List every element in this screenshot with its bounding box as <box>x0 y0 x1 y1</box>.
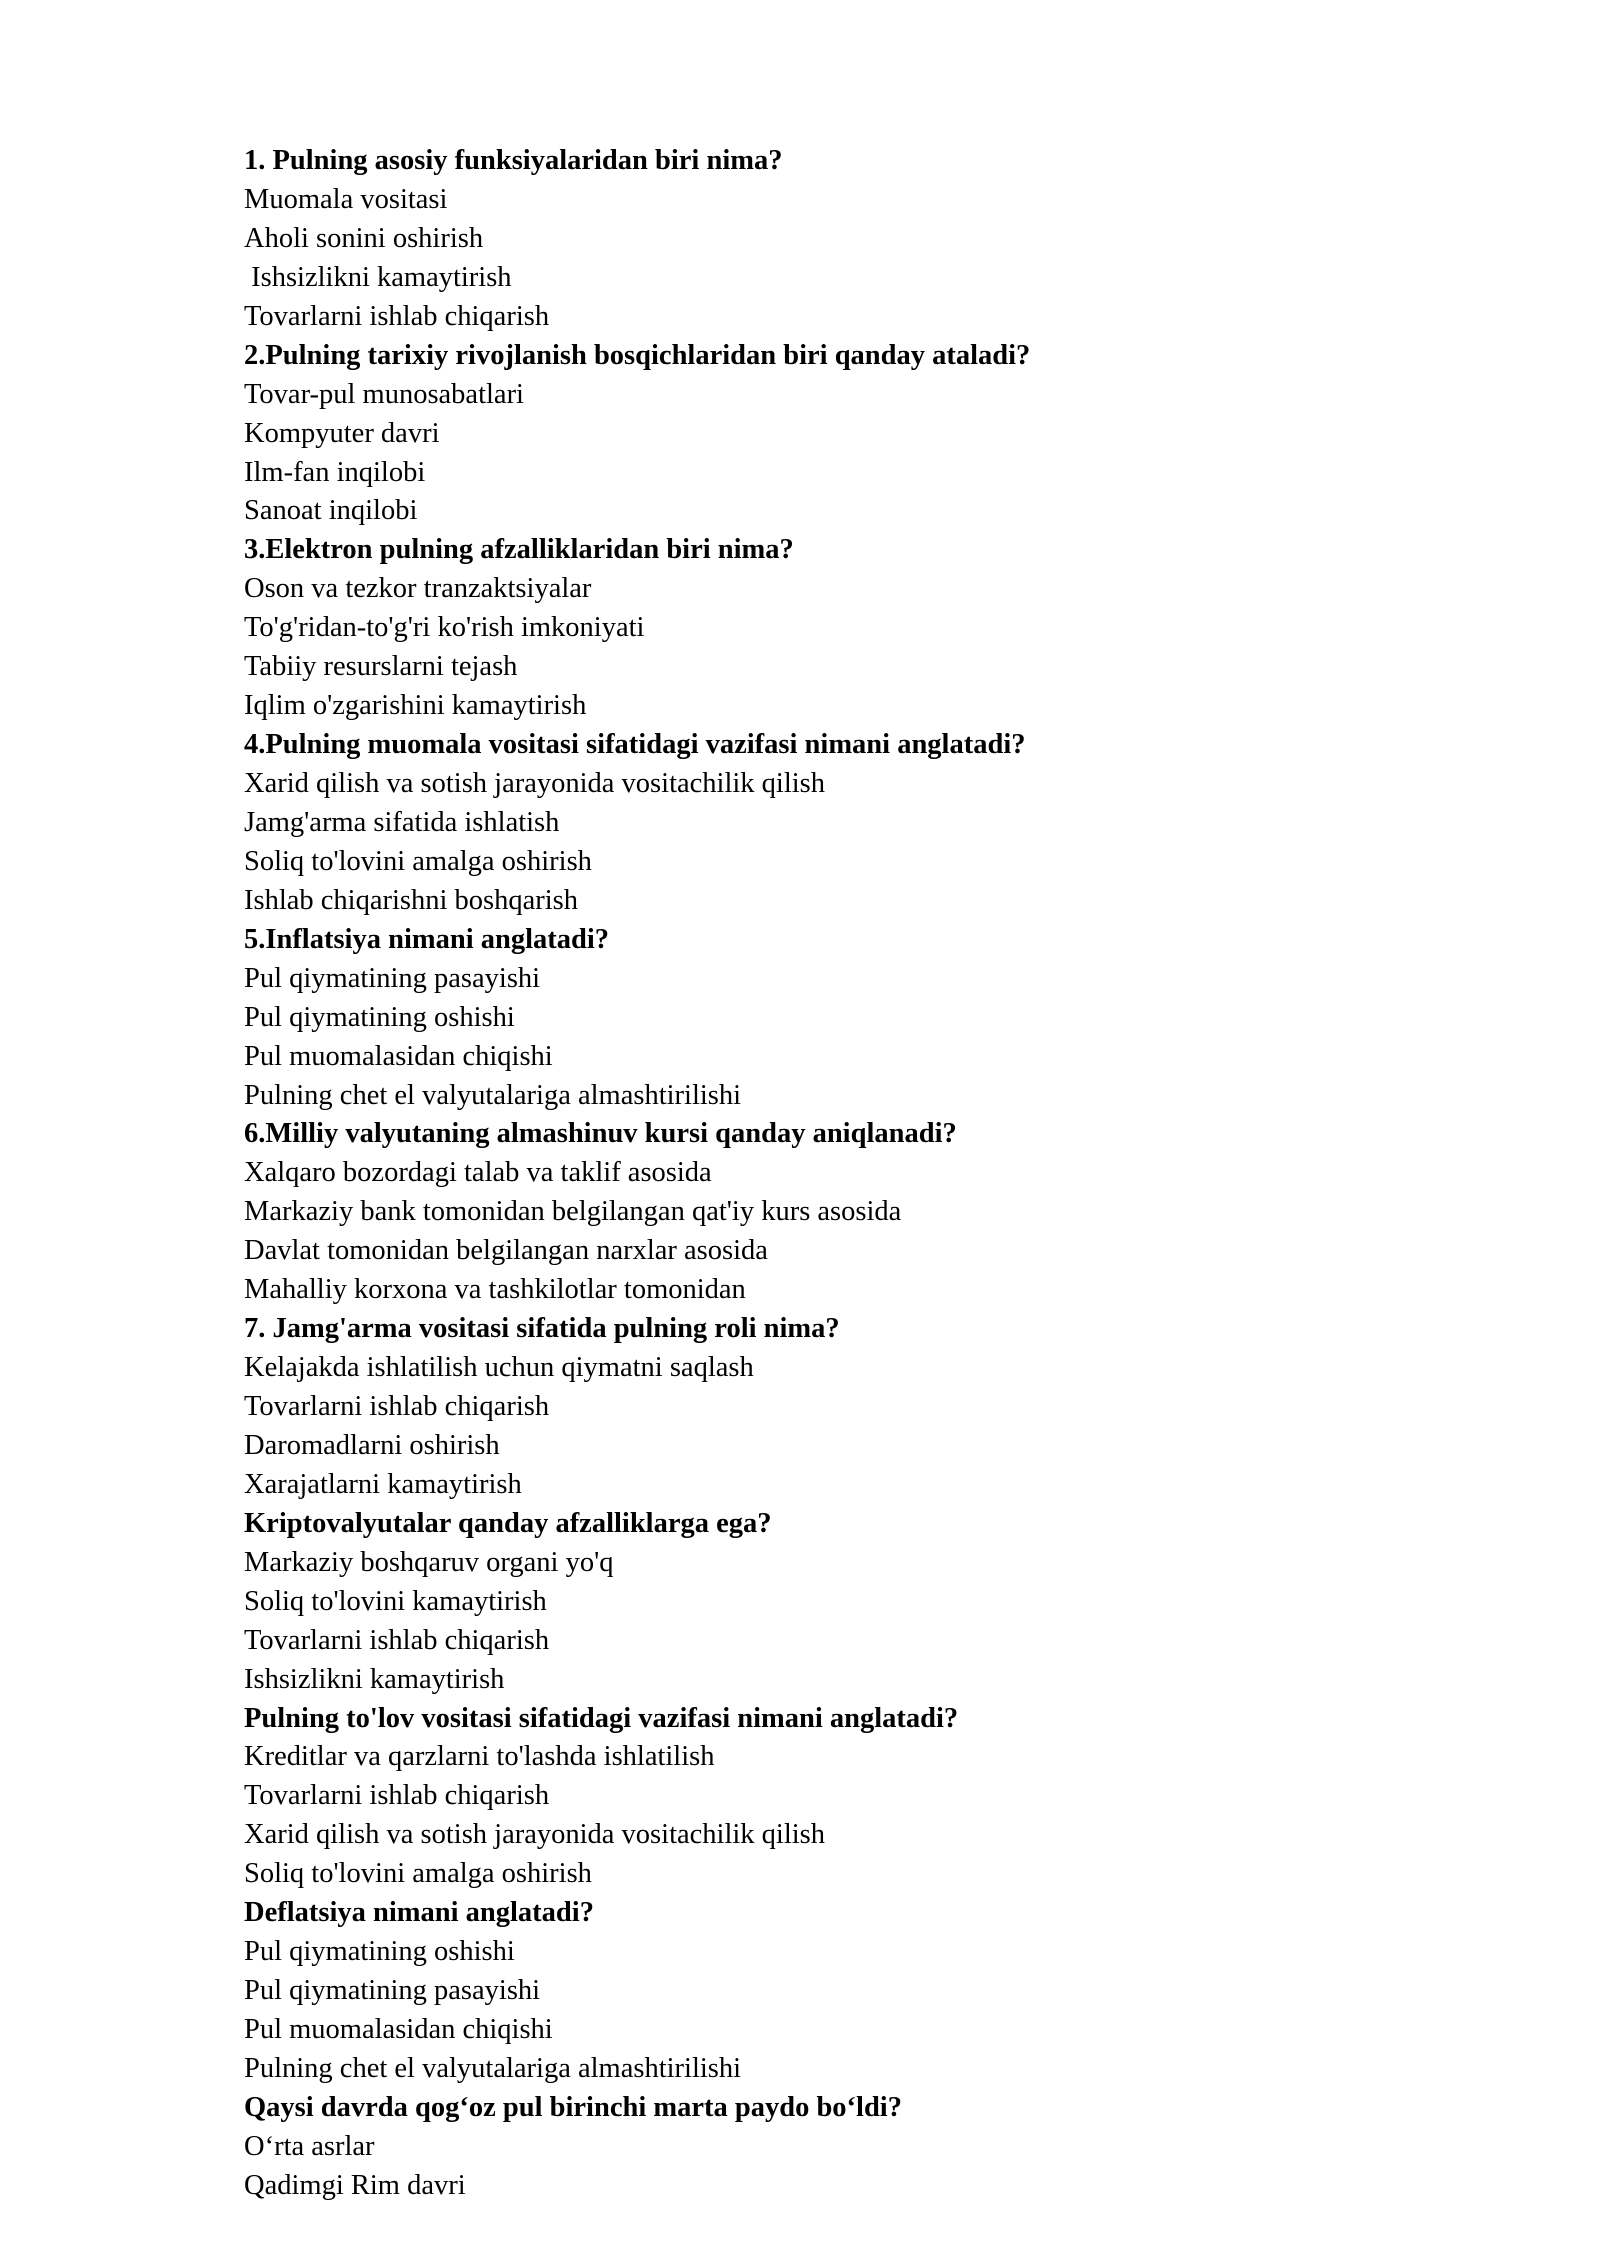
quiz-item <box>244 1894 1444 2089</box>
answer-option: Tabiiy resurslarni tejash <box>244 651 518 683</box>
answer-option: Soliq to'lovini amalga oshirish <box>244 845 592 877</box>
answer-option: Tovarlarni ishlab chiqarish <box>244 300 550 332</box>
quiz-item <box>244 337 1444 532</box>
answer-option: Soliq to'lovini kamaytirish <box>244 1585 547 1617</box>
answer-option: Kreditlar va qarzlarni to'lashda ishlatilish <box>244 1741 715 1773</box>
question-text: Qaysi davrda qog‘oz pul birinchi marta paydo bo‘ldi? <box>244 2091 902 2123</box>
answer-option: Xarid qilish va sotish jarayonida vositachilik qilish <box>244 1819 826 1851</box>
question-text: 5.Inflatsiya nimani anglatadi? <box>244 923 610 955</box>
quiz-item <box>244 726 1444 921</box>
question-text: 2.Pulning tarixiy rivojlanish bosqichlaridan biri qanday ataladi? <box>244 339 1031 371</box>
quiz-item <box>244 1505 1444 1700</box>
answer-option: Oson va tezkor tranzaktsiyalar <box>244 573 592 605</box>
answer-option: Pulning chet el valyutalariga almashtirilishi <box>244 2052 742 2084</box>
answer-option: Sanoat inqilobi <box>244 495 418 527</box>
quiz-item <box>244 1700 1444 1895</box>
answer-option: Kelajakda ishlatilish uchun qiymatni saqlash <box>244 1352 754 1384</box>
answer-option: Pul qiymatining oshishi <box>244 1001 515 1033</box>
answer-option: Pulning chet el valyutalariga almashtirilishi <box>244 1079 742 1111</box>
answer-option: Tovar-pul munosabatlari <box>244 378 524 410</box>
answer-option: Kompyuter davri <box>244 417 440 449</box>
answer-option: Mahalliy korxona va tashkilotlar tomonidan <box>244 1274 746 1306</box>
answer-option: Soliq to'lovini amalga oshirish <box>244 1858 592 1890</box>
answer-option: Pul qiymatining pasayishi <box>244 1975 541 2007</box>
answer-option: Markaziy boshqaruv organi yo'q <box>244 1546 614 1578</box>
answer-option: Iqlim o'zgarishini kamaytirish <box>244 690 587 722</box>
quiz-item <box>244 142 1444 337</box>
answer-option: Pul qiymatining oshishi <box>244 1936 515 1968</box>
quiz-item <box>244 1115 1444 1310</box>
answer-option: Qadimgi Rim davri <box>244 2169 466 2201</box>
answer-option: Pul muomalasidan chiqishi <box>244 2014 553 2045</box>
question-text: 1. Pulning asosiy funksiyalaridan biri nima? <box>244 145 783 176</box>
answer-option: Ishsizlikni kamaytirish <box>244 1663 505 1695</box>
answer-option: Ishsizlikni kamaytirish <box>244 261 512 293</box>
answer-option: Jamg'arma sifatida ishlatish <box>244 806 560 838</box>
answer-option: Tovarlarni ishlab chiqarish <box>244 1391 550 1422</box>
answer-option: Daromadlarni oshirish <box>244 1429 500 1461</box>
answer-option: Xarajatlarni kamaytirish <box>244 1468 522 1500</box>
quiz-content <box>244 142 1444 2206</box>
answer-option: Pul qiymatining pasayishi <box>244 962 541 994</box>
answer-option: Pul muomalasidan chiqishi <box>244 1040 553 1072</box>
question-text: Deflatsiya nimani anglatadi? <box>244 1897 594 1929</box>
answer-option: To'g'ridan-to'g'ri ko'rish imkoniyati <box>244 612 645 644</box>
answer-option: Markaziy bank tomonidan belgilangan qat'iy kurs asosida <box>244 1196 902 1228</box>
question-text: Kriptovalyutalar qanday afzalliklarga ega? <box>244 1507 772 1539</box>
question-text: 7. Jamg'arma vositasi sifatida pulning roli nima? <box>244 1313 840 1345</box>
answer-option: Ishlab chiqarishni boshqarish <box>244 884 579 916</box>
answer-option: Tovarlarni ishlab chiqarish <box>244 1624 550 1656</box>
question-text: Pulning to'lov vositasi sifatidagi vazifasi nimani anglatadi? <box>244 1702 959 1734</box>
quiz-item <box>244 2089 1444 2206</box>
quiz-item <box>244 531 1444 726</box>
answer-option: Xarid qilish va sotish jarayonida vositachilik qilish <box>244 768 826 799</box>
question-text: 3.Elektron pulning afzalliklaridan biri nima? <box>244 534 794 566</box>
answer-option: Davlat tomonidan belgilangan narxlar asosida <box>244 1235 768 1267</box>
answer-option: Ilm-fan inqilobi <box>244 456 426 488</box>
question-text: 4.Pulning muomala vositasi sifatidagi vazifasi nimani anglatadi? <box>244 729 1026 761</box>
question-text: 6.Milliy valyutaning almashinuv kursi qanday aniqlanadi? <box>244 1118 957 1150</box>
quiz-item <box>244 1310 1444 1505</box>
answer-option: O‘rta asrlar <box>244 2130 375 2162</box>
answer-option: Aholi sonini oshirish <box>244 222 484 254</box>
quiz-item <box>244 921 1444 1116</box>
answer-option: Tovarlarni ishlab chiqarish <box>244 1780 550 1812</box>
answer-option: Muomala vositasi <box>244 183 448 215</box>
answer-option: Xalqaro bozordagi talab va taklif asosida <box>244 1157 712 1189</box>
